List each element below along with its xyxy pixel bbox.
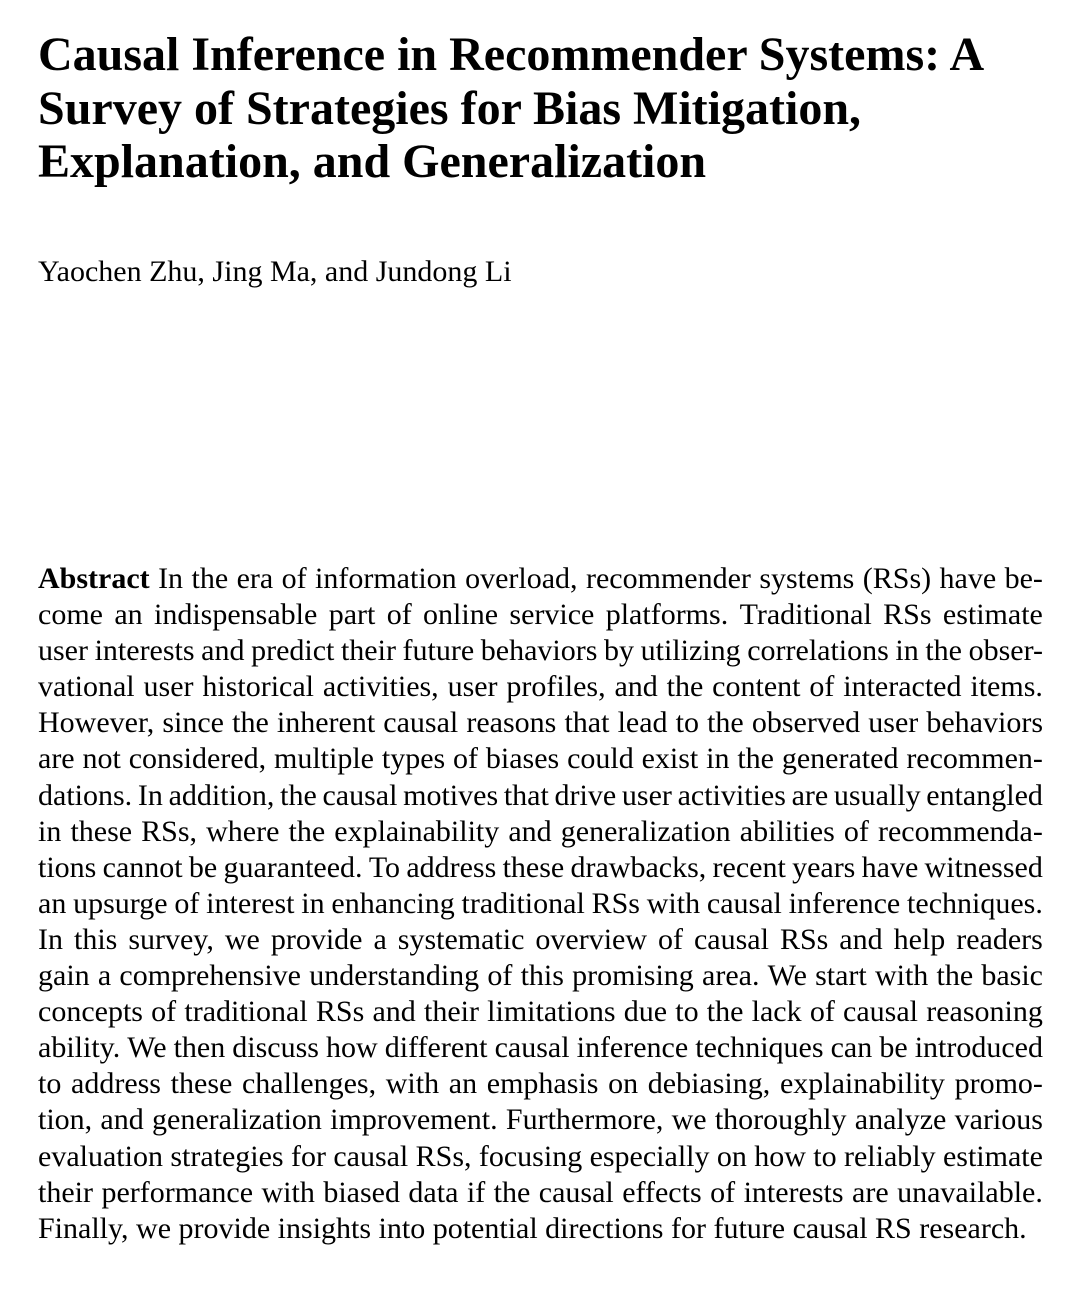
abstract-word: these xyxy=(502,850,565,884)
author-list: Yaochen Zhu, Jing Ma, and Jundong Li xyxy=(38,255,512,288)
abstract-word: on xyxy=(608,1067,639,1101)
abstract-word: profiles, xyxy=(506,670,606,704)
abstract-word: of xyxy=(809,670,835,704)
abstract-word: their xyxy=(423,995,479,1029)
abstract-word: addition, xyxy=(168,778,275,812)
abstract-word: with xyxy=(261,1175,315,1209)
abstract-last-line: Finally, we provide insights into potential directions for future causal RS research. xyxy=(38,1211,1027,1245)
abstract-word: entangled xyxy=(926,778,1043,812)
abstract-word: drawbacks, xyxy=(570,850,707,884)
abstract-word: abilities xyxy=(739,814,835,848)
abstract-word: interacted xyxy=(843,670,962,704)
abstract-word: inference xyxy=(788,886,901,920)
abstract-line xyxy=(38,958,1043,994)
abstract-word: recommenda- xyxy=(877,814,1043,848)
abstract-word: types xyxy=(381,742,446,776)
abstract-word: years xyxy=(792,850,856,884)
abstract-word: address xyxy=(406,850,497,884)
abstract-word: user xyxy=(143,670,194,704)
abstract-word: and xyxy=(839,922,883,956)
abstract-line xyxy=(38,814,1043,850)
abstract-word: an xyxy=(114,598,143,632)
abstract-word: are xyxy=(38,742,75,776)
abstract-word: debiasing, xyxy=(647,1067,771,1101)
abstract-word: their xyxy=(340,634,396,668)
abstract-word: lead xyxy=(617,706,668,740)
abstract-word: behaviors xyxy=(926,706,1043,740)
abstract-word: indispensable xyxy=(154,598,318,632)
abstract-word: ability. xyxy=(38,1031,121,1065)
abstract-word: be xyxy=(879,1031,908,1065)
abstract-word: observed xyxy=(751,706,861,740)
abstract-word: evaluation xyxy=(38,1139,163,1173)
abstract-word: the xyxy=(191,562,229,595)
abstract-word: thoroughly xyxy=(714,1103,847,1137)
abstract-word: To xyxy=(368,850,401,884)
abstract-word: basic xyxy=(981,959,1043,993)
abstract-word: survey, xyxy=(128,922,214,956)
abstract-line xyxy=(38,994,1043,1030)
abstract-word: promo- xyxy=(954,1067,1043,1101)
abstract-word: not xyxy=(82,742,121,776)
abstract-word: content xyxy=(712,670,801,704)
abstract-word: inference xyxy=(576,1031,689,1065)
abstract-word: and xyxy=(201,634,245,668)
abstract-word: techniques. xyxy=(907,886,1043,920)
abstract-word: lack xyxy=(751,995,802,1029)
abstract-word: a xyxy=(97,959,112,993)
abstract-word: future xyxy=(402,634,475,668)
abstract-word: in xyxy=(38,814,62,848)
abstract-word: motives xyxy=(403,778,499,812)
abstract-word: the xyxy=(493,1175,531,1209)
abstract-word: their xyxy=(38,1175,93,1209)
abstract-word: (RSs) xyxy=(862,562,932,595)
abstract-word: in xyxy=(895,634,919,668)
abstract-line xyxy=(38,1030,1043,1066)
abstract-word: start xyxy=(815,959,867,993)
abstract-word: reliably xyxy=(843,1139,936,1173)
abstract-word: provide xyxy=(270,922,363,956)
abstract-word: causal xyxy=(333,1139,409,1173)
abstract-word: an xyxy=(38,886,67,920)
abstract-word: interests xyxy=(94,634,195,668)
abstract-word: reasoning xyxy=(926,995,1043,1029)
abstract-line xyxy=(38,561,1043,597)
abstract-word: RSs xyxy=(591,886,640,920)
abstract-word: of xyxy=(453,742,479,776)
abstract-line xyxy=(38,922,1043,958)
abstract-word: discuss xyxy=(232,1031,319,1065)
abstract-word: have xyxy=(861,850,919,884)
abstract-label: Abstract xyxy=(38,562,150,595)
abstract-word: multiple xyxy=(274,742,374,776)
abstract-word: utilizing xyxy=(640,634,741,668)
abstract-word: different xyxy=(384,1031,488,1065)
abstract-word: RSs xyxy=(779,922,829,956)
abstract-word: address xyxy=(71,1067,161,1101)
abstract-word: causal xyxy=(693,922,769,956)
abstract-word: could xyxy=(567,742,634,776)
abstract-word: and xyxy=(614,670,658,704)
abstract-line xyxy=(38,850,1043,886)
abstract-word: various xyxy=(954,1103,1043,1137)
abstract-word: era xyxy=(236,562,274,595)
abstract-word: of xyxy=(487,959,513,993)
abstract-word: by xyxy=(604,634,635,668)
abstract-word: are xyxy=(791,778,829,812)
abstract-word: we xyxy=(671,1103,707,1137)
abstract-word: biases xyxy=(485,742,560,776)
abstract-word: RSs, xyxy=(415,1139,472,1173)
abstract-word: systems xyxy=(759,562,855,595)
abstract-word: usually xyxy=(833,778,921,812)
abstract-word: the xyxy=(936,959,974,993)
abstract-word: We xyxy=(127,1031,167,1065)
abstract-word: in xyxy=(301,886,325,920)
abstract-word: the xyxy=(737,742,774,776)
abstract-word: effects xyxy=(622,1175,702,1209)
abstract-word: user xyxy=(868,706,919,740)
abstract-word: concepts xyxy=(38,995,143,1029)
abstract-word: part xyxy=(328,598,376,632)
abstract-word: causal xyxy=(494,1031,570,1065)
abstract-word: Furthermore, xyxy=(505,1103,664,1137)
abstract-word: are xyxy=(852,1175,889,1209)
abstract-word: tion, xyxy=(38,1103,93,1137)
abstract-word: activities xyxy=(677,778,786,812)
abstract-word: these xyxy=(70,814,133,848)
abstract-line xyxy=(38,1102,1043,1138)
abstract-word: focusing xyxy=(478,1139,583,1173)
abstract-word: and xyxy=(508,814,552,848)
abstract-word: of xyxy=(843,814,869,848)
abstract-word: causal xyxy=(706,886,782,920)
abstract-word: these xyxy=(170,1067,233,1101)
abstract-word: improvement. xyxy=(330,1103,498,1137)
abstract-word: information xyxy=(315,562,457,595)
abstract-word: items. xyxy=(970,670,1043,704)
abstract-word: since xyxy=(162,706,224,740)
abstract-word: generalization xyxy=(152,1103,322,1137)
abstract-line xyxy=(38,741,1043,777)
abstract-word: RSs xyxy=(315,995,365,1029)
abstract-word: behaviors xyxy=(480,634,598,668)
abstract-word: we xyxy=(224,922,260,956)
abstract-word: the xyxy=(288,814,326,848)
abstract-line xyxy=(38,597,1043,633)
abstract-word: estimate xyxy=(942,1139,1043,1173)
abstract-word: explainability xyxy=(779,1067,945,1101)
abstract-word: to xyxy=(675,706,699,740)
abstract-word: upsurge xyxy=(73,886,168,920)
abstract-word: with xyxy=(385,1067,440,1101)
abstract-word: comprehensive xyxy=(119,959,301,993)
abstract-word: cannot xyxy=(102,850,183,884)
abstract-word: online xyxy=(423,598,499,632)
abstract-word: of xyxy=(151,995,177,1029)
abstract-word: especially xyxy=(589,1139,710,1173)
abstract-word: where xyxy=(206,814,280,848)
abstract-word: this xyxy=(520,959,564,993)
abstract-word: witnessed xyxy=(924,850,1043,884)
abstract-word: considered, xyxy=(128,742,267,776)
abstract-word: readers xyxy=(956,922,1043,956)
abstract-word: data xyxy=(408,1175,459,1209)
abstract-word: platforms. xyxy=(605,598,729,632)
abstract-word: of xyxy=(658,922,683,956)
abstract-word: Traditional xyxy=(739,598,872,632)
abstract-line xyxy=(38,1175,1043,1211)
abstract-word: causal xyxy=(322,778,398,812)
abstract-word: of xyxy=(281,562,307,595)
abstract-line xyxy=(38,705,1043,741)
abstract-word: can xyxy=(830,1031,873,1065)
abstract-word: historical xyxy=(202,670,315,704)
abstract-word: this xyxy=(73,922,118,956)
title-line: Explanation, and Generalization xyxy=(38,135,707,188)
abstract-word: with xyxy=(646,886,701,920)
abstract-word: analyze xyxy=(854,1103,947,1137)
abstract-line xyxy=(38,1139,1043,1175)
abstract-word: help xyxy=(893,922,946,956)
abstract-word: area. xyxy=(702,959,760,993)
abstract-word: In xyxy=(137,778,163,812)
abstract-word: with xyxy=(874,959,929,993)
abstract-word: the xyxy=(706,995,744,1029)
abstract-word: generated xyxy=(781,742,899,776)
abstract-word: the xyxy=(925,634,962,668)
title-line: Survey of Strategies for Bias Mitigation, xyxy=(38,81,862,135)
abstract-word: dations. xyxy=(38,778,133,812)
abstract-word: be- xyxy=(1004,562,1043,595)
abstract-word: the xyxy=(707,706,744,740)
abstract-word: techniques xyxy=(695,1031,824,1065)
abstract-word: In xyxy=(158,562,184,595)
abstract-word: traditional xyxy=(461,886,585,920)
abstract-word: RSs xyxy=(883,598,932,632)
abstract-word: a xyxy=(373,922,387,956)
abstract-word: come xyxy=(38,598,103,632)
abstract-word: traditional xyxy=(184,995,308,1029)
abstract-word: how xyxy=(754,1139,806,1173)
abstract-word: user xyxy=(447,670,498,704)
abstract-word: gain xyxy=(38,959,90,993)
abstract-word: if xyxy=(466,1175,486,1209)
title-line: Causal Inference in Recommender Systems: A xyxy=(38,28,985,81)
abstract-line xyxy=(38,886,1043,922)
abstract-word: the xyxy=(666,670,704,704)
abstract-word: causal xyxy=(383,706,459,740)
abstract-word: vational xyxy=(38,670,135,704)
abstract-word: reasons xyxy=(466,706,557,740)
abstract-word: of xyxy=(174,886,200,920)
abstract-word: and xyxy=(372,995,416,1029)
abstract-line xyxy=(38,778,1043,814)
abstract-word: inherent xyxy=(276,706,376,740)
abstract-word: activities, xyxy=(322,670,439,704)
abstract-line xyxy=(38,1066,1043,1102)
abstract-word: limitations xyxy=(487,995,616,1029)
abstract-word: interest xyxy=(206,886,295,920)
abstract-line xyxy=(38,633,1043,669)
abstract-word: in xyxy=(706,742,730,776)
abstract-word: causal xyxy=(538,1175,614,1209)
abstract-word: recommen- xyxy=(906,742,1043,776)
abstract-word: obser- xyxy=(968,634,1043,668)
abstract-word: performance xyxy=(101,1175,254,1209)
abstract-word: to xyxy=(675,995,699,1029)
abstract-word: enhancing xyxy=(331,886,455,920)
abstract-word: generalization xyxy=(560,814,731,848)
abstract-word: However, xyxy=(38,706,155,740)
abstract-word: that xyxy=(564,706,610,740)
abstract-word: for xyxy=(290,1139,326,1173)
abstract-line xyxy=(38,669,1043,705)
abstract-word: systematic xyxy=(397,922,525,956)
abstract-word: the xyxy=(232,706,269,740)
abstract-word: overload, xyxy=(465,562,578,595)
abstract-word: of xyxy=(386,598,412,632)
abstract-word: user xyxy=(621,778,672,812)
abstract-word: introduced xyxy=(914,1031,1043,1065)
abstract-word: correlations xyxy=(747,634,889,668)
abstract-word: service xyxy=(509,598,595,632)
abstract-word: user xyxy=(38,634,88,668)
abstract-word: understanding xyxy=(309,959,480,993)
abstract-word: strategies xyxy=(170,1139,284,1173)
abstract-word: In xyxy=(38,922,63,956)
abstract-word: drive xyxy=(554,778,617,812)
abstract-word: have xyxy=(939,562,997,595)
abstract-word: of xyxy=(809,995,835,1029)
abstract-word: unavailable. xyxy=(897,1175,1043,1209)
abstract-word: how xyxy=(326,1031,378,1065)
abstract-word: tions xyxy=(38,850,97,884)
abstract-word: predict xyxy=(251,634,335,668)
abstract-word: causal xyxy=(843,995,918,1029)
abstract-word: an xyxy=(448,1067,478,1101)
abstract-word: recommender xyxy=(585,562,751,595)
abstract-word: explainability xyxy=(334,814,500,848)
abstract-word: interests xyxy=(743,1175,844,1209)
abstract-word: that xyxy=(503,778,549,812)
abstract-word: on xyxy=(716,1139,747,1173)
abstract-word: estimate xyxy=(942,598,1043,632)
abstract-word: then xyxy=(173,1031,226,1065)
abstract-word: exist xyxy=(641,742,699,776)
abstract-word: to xyxy=(813,1139,837,1173)
abstract-word: recent xyxy=(712,850,786,884)
abstract-word: RSs, xyxy=(141,814,198,848)
abstract-word: We xyxy=(767,959,807,993)
abstract-word: of xyxy=(710,1175,736,1209)
abstract-word: overview xyxy=(535,922,648,956)
abstract xyxy=(38,561,1043,1247)
abstract-word: and xyxy=(100,1103,144,1137)
abstract-word: promising xyxy=(572,959,694,993)
abstract-word: challenges, xyxy=(241,1067,377,1101)
abstract-word: emphasis xyxy=(486,1067,599,1101)
abstract-word: be xyxy=(188,850,218,884)
abstract-word: biased xyxy=(323,1175,400,1209)
abstract-word: due xyxy=(623,995,668,1029)
paper-title xyxy=(38,28,984,189)
abstract-word: guaranteed. xyxy=(223,850,363,884)
abstract-word: to xyxy=(38,1067,62,1101)
abstract-word: the xyxy=(280,778,317,812)
